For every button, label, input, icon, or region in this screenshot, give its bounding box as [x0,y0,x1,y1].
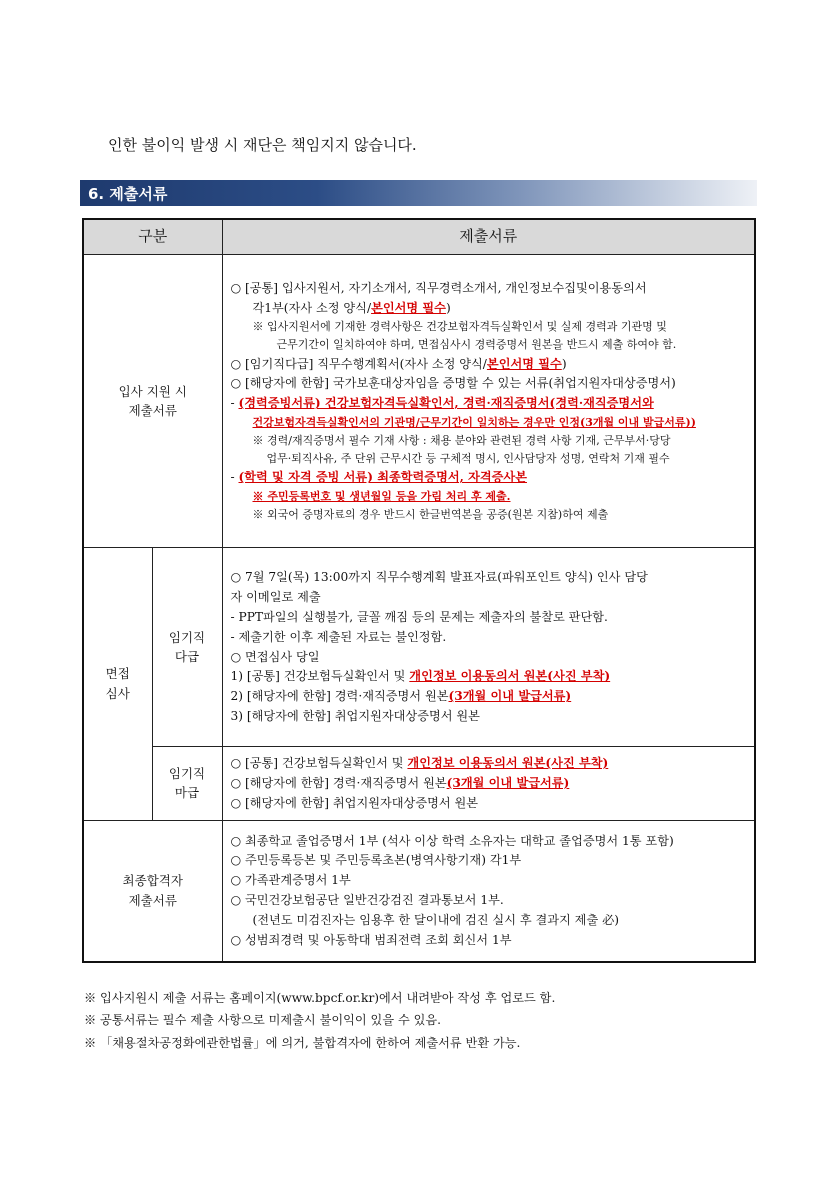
list-item: ○ [해당자에 한함] 취업지원자대상증명서 원본 [230,795,479,810]
table-row-interview-1 [83,548,755,747]
list-item: 2) [해당자에 한함] 경력·재직증명서 원본(3개월 이내 발급서류) [230,689,572,704]
list-item: 자 이메일로 제출 [230,589,321,604]
list-item: ※ 주민등록번호 및 생년월일 등을 가림 처리 후 제출. [252,490,511,504]
subcategory-interview-2: 임기직 마급 [152,747,222,821]
list-item: ○ 가족관계증명서 1부 [230,873,351,888]
list-item: ※ 외국어 증명자료의 경우 반드시 한글번역본을 공증(원본 지참)하여 제출 [252,508,609,522]
section-header-bar [80,180,757,206]
list-item: 3) [해당자에 한함] 취업지원자대상증명서 원본 [230,709,480,724]
category-application: 입사 지원 시 제출서류 [83,255,222,548]
list-item: 업무·퇴직사유, 주 단위 근무시간 등 구체적 명시, 인사담당자 성명, 연락처 기재 필수 [266,452,670,466]
list-item: ※ 경력/재직증명서 필수 기재 사항 : 채용 분야와 관련된 경력 사항 기재, 근무부서·당당 [252,434,671,448]
list-item: (전년도 미검진자는 임용후 한 달이내에 검진 실시 후 결과지 제출 必) [252,913,620,928]
list-item: ○ [해당자에 한함] 국가보훈대상자임을 증명할 수 있는 서류(취업지원자대상증명서) [230,376,676,391]
header-documents: 제출서류 [222,219,755,255]
list-item: 건강보험자격득실확인서의 기관명/근무기간이 일치하는 경우만 인정(3개월 이내 발급서류)) [252,416,696,430]
list-item: ○ 성범죄경력 및 아동학대 범죄전력 조회 회신서 1부 [230,933,512,948]
documents-table [82,218,756,963]
list-item: ○ 주민등록등본 및 주민등록초본(병역사항기재) 각1부 [230,853,522,868]
category-interview: 면접 심사 [83,548,152,821]
table-row-final [83,820,755,962]
list-item: ○ 면접심사 당일 [230,649,320,664]
footnote: ※ 「채용절차공정화에관한법률」에 의거, 불합격자에 한하여 제출서류 반환 가능. [84,1035,521,1050]
list-item: ※ 입사지원서에 기재한 경력사항은 건강보험자격득실확인서 및 실제 경력과 기관명 및 [252,320,667,334]
list-item: - PPT파일의 실행불가, 글꼴 깨짐 등의 문제는 제출자의 불찰로 판단함. [230,609,608,624]
final-docs [222,820,755,962]
category-final: 최종합격자 제출서류 [83,820,222,962]
list-item: 근무기간이 일치하여야 하며, 면접심사시 경력증명서 원본을 반드시 제출 하여야 함. [276,338,677,352]
footnote: ※ 공통서류는 필수 제출 사항으로 미제출시 불이익이 있을 수 있음. [84,1013,442,1028]
footnote: ※ 입사지원시 제출 서류는 홈페이지(www.bpcf.or.kr)에서 내려받아 작성 후 업로드 함. [84,991,556,1005]
interview-docs-1 [222,548,755,747]
list-item: - (학력 및 자격 증빙 서류) 최종학력증명서, 자격증사본 [230,470,527,485]
section-title: 6. 제출서류 [88,185,168,203]
application-docs [222,255,755,548]
list-item: ○ 7월 7일(목) 13:00까지 직무수행계획 발표자료(파워포인트 양식) 인사 담당 [230,569,648,584]
table-row-application [83,255,755,548]
list-item: - (경력증빙서류) 건강보험자격득실확인서, 경력·재직증명서(경력·재직증명서와 [230,396,654,411]
header-category: 구분 [83,219,222,255]
list-item: 1) [공통] 건강보험득실확인서 및 개인정보 이용동의서 원본(사진 부착) [230,669,611,684]
list-item: ○ [공통] 입사지원서, 자기소개서, 직무경력소개서, 개인정보수집및이용동의서 [230,280,647,295]
intro-text: 인한 불이익 발생 시 재단은 책임지지 않습니다. [108,136,417,154]
footnotes [84,985,555,1056]
list-item: ○ 최종학교 졸업증명서 1부 (석사 이상 학력 소유자는 대학교 졸업증명서 1통 포함) [230,833,674,848]
list-item: - 제출기한 이후 제출된 자료는 불인정함. [230,629,447,644]
list-item: ○ [공통] 건강보험득실확인서 및 개인정보 이용동의서 원본(사진 부착) [230,756,609,770]
interview-docs-2 [222,747,755,821]
subcategory-interview-1: 임기직 다급 [152,548,222,747]
list-item: ○ [임기직다급] 직무수행계획서(자사 소정 양식/본인서명 필수) [230,356,567,371]
table-header-row [83,219,755,255]
table-row-interview-2 [83,747,755,821]
list-item: 각1부(자사 소정 양식/본인서명 필수) [252,300,451,315]
list-item: ○ [해당자에 한함] 경력·재직증명서 원본(3개월 이내 발급서류) [230,775,570,790]
list-item: ○ 국민건강보험공단 일반건강검진 결과통보서 1부. [230,893,504,908]
